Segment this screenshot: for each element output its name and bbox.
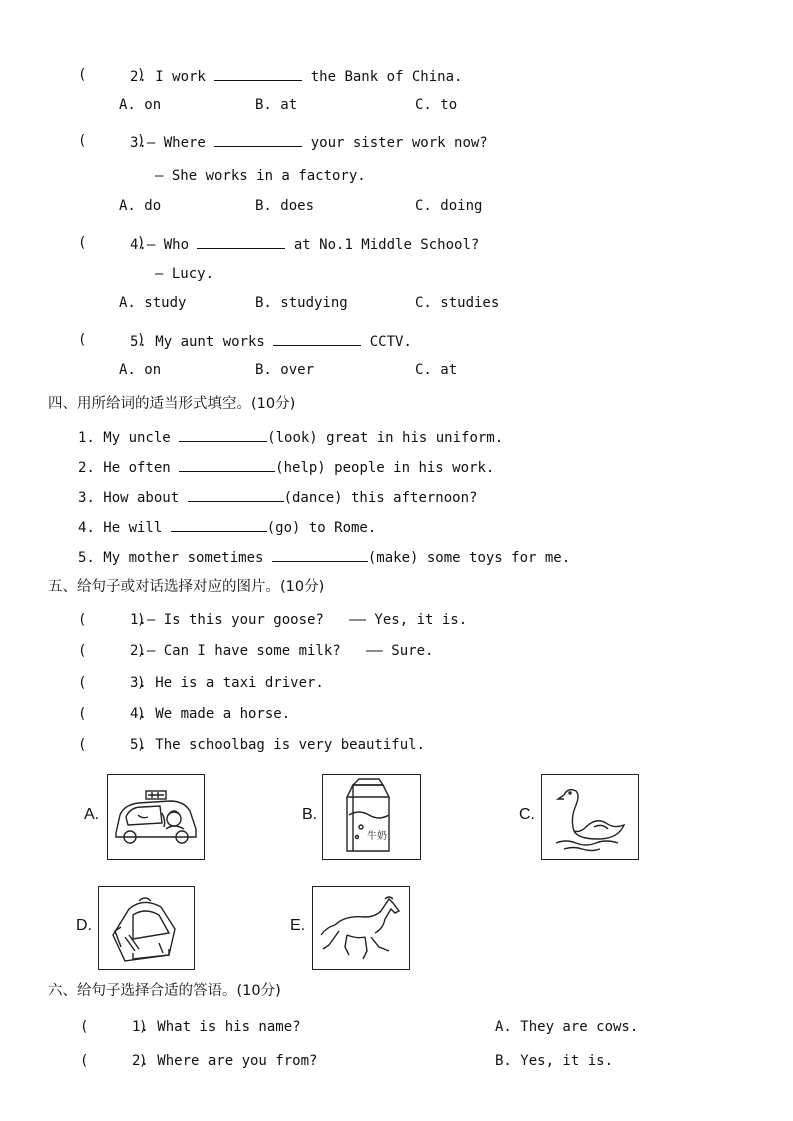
answer-paren[interactable]: ( ) bbox=[80, 1019, 148, 1035]
option-c: C. doing bbox=[415, 198, 483, 214]
question-text: 2. Where are you from? bbox=[132, 1053, 318, 1069]
answer-blank[interactable] bbox=[179, 427, 267, 442]
answer-blank[interactable] bbox=[214, 132, 302, 147]
question-text: 2. I work bbox=[130, 69, 215, 85]
fill-item: 1. My uncle (look) great in his uniform. bbox=[78, 427, 503, 447]
answer-paren[interactable]: ( ) bbox=[78, 612, 146, 628]
answer-paren[interactable]: ( ) bbox=[80, 1053, 148, 1069]
answer-blank[interactable] bbox=[179, 457, 275, 472]
option-c: C. at bbox=[415, 362, 458, 378]
list-item: 1.— Is this your goose? —— Yes, it is. bbox=[130, 612, 468, 628]
answer-blank[interactable] bbox=[272, 547, 368, 562]
option-a: A. on bbox=[119, 97, 162, 113]
question-text: at No.1 Middle School? bbox=[285, 237, 480, 253]
question-text: 4.— Who bbox=[130, 237, 198, 253]
picture-label-b: B. bbox=[302, 806, 318, 823]
list-item: 2.— Can I have some milk? —— Sure. bbox=[130, 643, 434, 659]
list-item: 4. We made a horse. bbox=[130, 706, 291, 722]
answer-paren[interactable]: ( ) bbox=[78, 67, 146, 83]
option-b: B. at bbox=[255, 97, 298, 113]
taxi-driver-icon bbox=[107, 774, 205, 860]
list-item: 3. He is a taxi driver. bbox=[130, 675, 324, 691]
fill-item: 5. My mother sometimes (make) some toys for me. bbox=[78, 547, 570, 567]
fill-item: 3. How about (dance) this afternoon? bbox=[78, 487, 477, 507]
question-text: your sister work now? bbox=[302, 135, 488, 151]
picture-label-c: C. bbox=[519, 806, 535, 823]
option-b: B. over bbox=[255, 362, 315, 378]
picture-label-a: A. bbox=[84, 806, 100, 823]
question-text: 3.— Where bbox=[130, 135, 215, 151]
answer-paren[interactable]: ( ) bbox=[78, 737, 146, 753]
answer-option: A. They are cows. bbox=[495, 1019, 639, 1035]
option-a: A. on bbox=[119, 362, 162, 378]
fill-item: 2. He often (help) people in his work. bbox=[78, 457, 494, 477]
section-5-heading: 五、给句子或对话选择对应的图片。(10分) bbox=[48, 579, 325, 595]
milk-carton-icon bbox=[322, 774, 421, 860]
list-item: 5. The schoolbag is very beautiful. bbox=[130, 737, 426, 753]
answer-paren[interactable]: ( ) bbox=[78, 235, 146, 251]
option-c: C. studies bbox=[415, 295, 500, 311]
answer-blank[interactable] bbox=[197, 234, 285, 249]
answer-blank[interactable] bbox=[188, 487, 284, 502]
answer-blank[interactable] bbox=[171, 517, 267, 532]
carton-text: 牛奶 bbox=[367, 831, 387, 842]
picture-label-d: D. bbox=[76, 917, 92, 934]
question-text: CCTV. bbox=[361, 334, 412, 350]
option-c: C. to bbox=[415, 97, 458, 113]
option-a: A. study bbox=[119, 295, 187, 311]
fill-item: 4. He will (go) to Rome. bbox=[78, 517, 376, 537]
section-6-heading: 六、给句子选择合适的答语。(10分) bbox=[48, 983, 281, 999]
answer-paren[interactable]: ( ) bbox=[78, 133, 146, 149]
answer-blank[interactable] bbox=[273, 331, 361, 346]
question-text: the Bank of China. bbox=[302, 69, 463, 85]
option-b: B. studying bbox=[255, 295, 348, 311]
horse-icon bbox=[312, 886, 410, 970]
schoolbag-icon bbox=[98, 886, 195, 970]
dialogue-answer: — Lucy. bbox=[155, 266, 215, 282]
option-a: A. do bbox=[119, 198, 162, 214]
answer-option: B. Yes, it is. bbox=[495, 1053, 614, 1069]
answer-paren[interactable]: ( ) bbox=[78, 332, 146, 348]
option-b: B. does bbox=[255, 198, 315, 214]
answer-paren[interactable]: ( ) bbox=[78, 675, 146, 691]
answer-paren[interactable]: ( ) bbox=[78, 706, 146, 722]
picture-label-e: E. bbox=[290, 917, 306, 934]
section-4-heading: 四、用所给词的适当形式填空。(10分) bbox=[48, 396, 296, 412]
dialogue-answer: — She works in a factory. bbox=[155, 168, 366, 184]
question-text: 5. My aunt works bbox=[130, 334, 274, 350]
question-text: 1. What is his name? bbox=[132, 1019, 301, 1035]
answer-blank[interactable] bbox=[214, 66, 302, 81]
goose-icon bbox=[541, 774, 639, 860]
answer-paren[interactable]: ( ) bbox=[78, 643, 146, 659]
